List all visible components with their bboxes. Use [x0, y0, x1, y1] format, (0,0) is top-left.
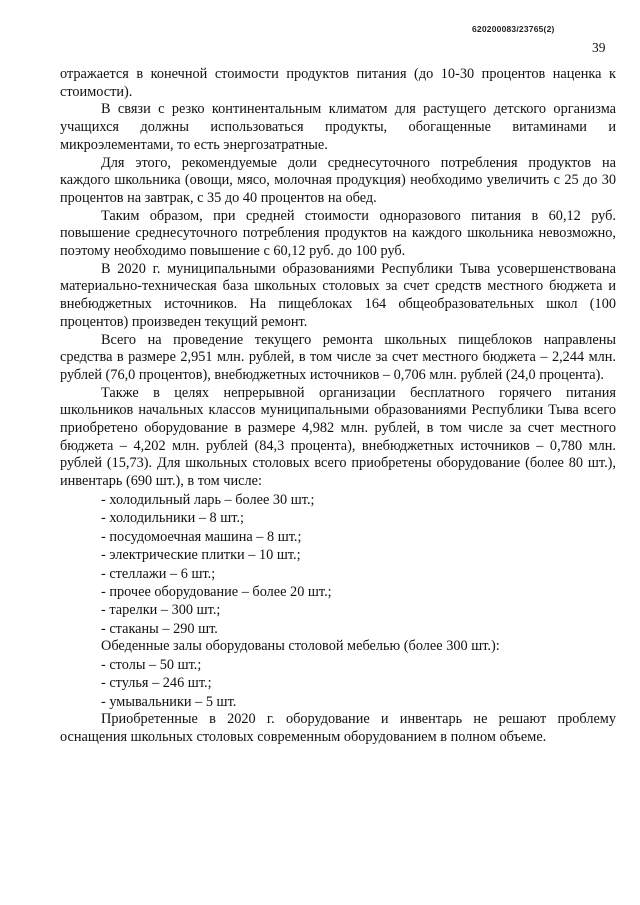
- list-item: - холодильники – 8 шт.;: [101, 510, 244, 527]
- document-body: [60, 66, 616, 746]
- list-item: - прочее оборудование – более 20 шт.;: [101, 583, 332, 600]
- document-id: 620200083/23765(2): [472, 24, 555, 34]
- list-item: - холодильный ларь – более 30 шт.;: [101, 491, 315, 508]
- paragraph-infrastructure: В 2020 г. муниципальными образованиями Республики Тыва усовершенствована материально-техническая база школьных столовых за счет средств местного бюджета и внебюджетных источников. На пищеблоках 164 общеобразовательных школ (100 процентов) произведен текущий ремонт.: [60, 260, 616, 330]
- list-item: - умывальники – 5 шт.: [101, 693, 237, 710]
- list-item: - тарелки – 300 шт.;: [101, 602, 221, 619]
- paragraph-consumption-shares: Для этого, рекомендуемые доли среднесуточного потребления продуктов на каждого школьника (овощи, мясо, молочная продукция) необходимо увеличить с 25 до 30 процентов на завтрак, с 35 до 40 процентов на обед.: [60, 154, 616, 206]
- paragraph-equipment-purchase: Также в целях непрерывной организации бесплатного горячего питания школьников начальных классов муниципальными образованиями Республики Тыва всего приобретено оборудование в размере 4,982 млн. рублей, в том числе за счет местного бюджета – 4,202 млн. рублей (84,3 процента), внебюджетных источников – 0,780 млн. рублей (15,73). Для школьных столовых всего приобретены оборудование (более 80 шт.), инвентарь (690 шт.), в том числе:: [60, 384, 616, 490]
- paragraph-climate: В связи с резко континентальным климатом для растущего детского организма учащихся должны использоваться продукты, обогащенные витаминами и микроэлементами, то есть энергозатратные.: [60, 101, 616, 153]
- paragraph-meal-cost: Таким образом, при средней стоимости одноразового питания в 60,12 руб. повышение среднесуточного потребления продуктов на каждого школьника невозможно, поэтому необходимо повышение с 60,12 руб. до 100 руб.: [60, 207, 616, 260]
- furniture-list: [60, 656, 616, 711]
- list-item: - электрические плитки – 10 шт.;: [101, 547, 301, 564]
- list-item: - столы – 50 шт.;: [101, 656, 202, 673]
- equipment-list: [60, 491, 616, 638]
- list-item: - посудомоечная машина – 8 шт.;: [101, 528, 302, 545]
- paragraph-continuation: отражается в конечной стоимости продуктов питания (до 10-30 процентов наценка к стоимости).: [60, 66, 616, 100]
- paragraph-repair-funding: Всего на проведение текущего ремонта школьных пищеблоков направлены средства в размере 2,951 млн. рублей, в том числе за счет местного бюджета – 2,244 млн. рублей (76,0 процентов), внебюджетных источников – 0,706 млн. рублей (24,0 процента).: [60, 331, 616, 383]
- list-item: - стеллажи – 6 шт.;: [101, 565, 216, 582]
- list-item: - стаканы – 290 шт.: [101, 620, 218, 637]
- paragraph-closing: Приобретенные в 2020 г. оборудование и инвентарь не решают проблему оснащения школьных столовых современным оборудованием в полном объеме.: [60, 711, 616, 745]
- page-number: 39: [592, 40, 606, 55]
- list-item: - стулья – 246 шт.;: [101, 675, 212, 692]
- paragraph-furniture-intro: Обеденные залы оборудованы столовой мебелью (более 300 шт.):: [101, 638, 500, 655]
